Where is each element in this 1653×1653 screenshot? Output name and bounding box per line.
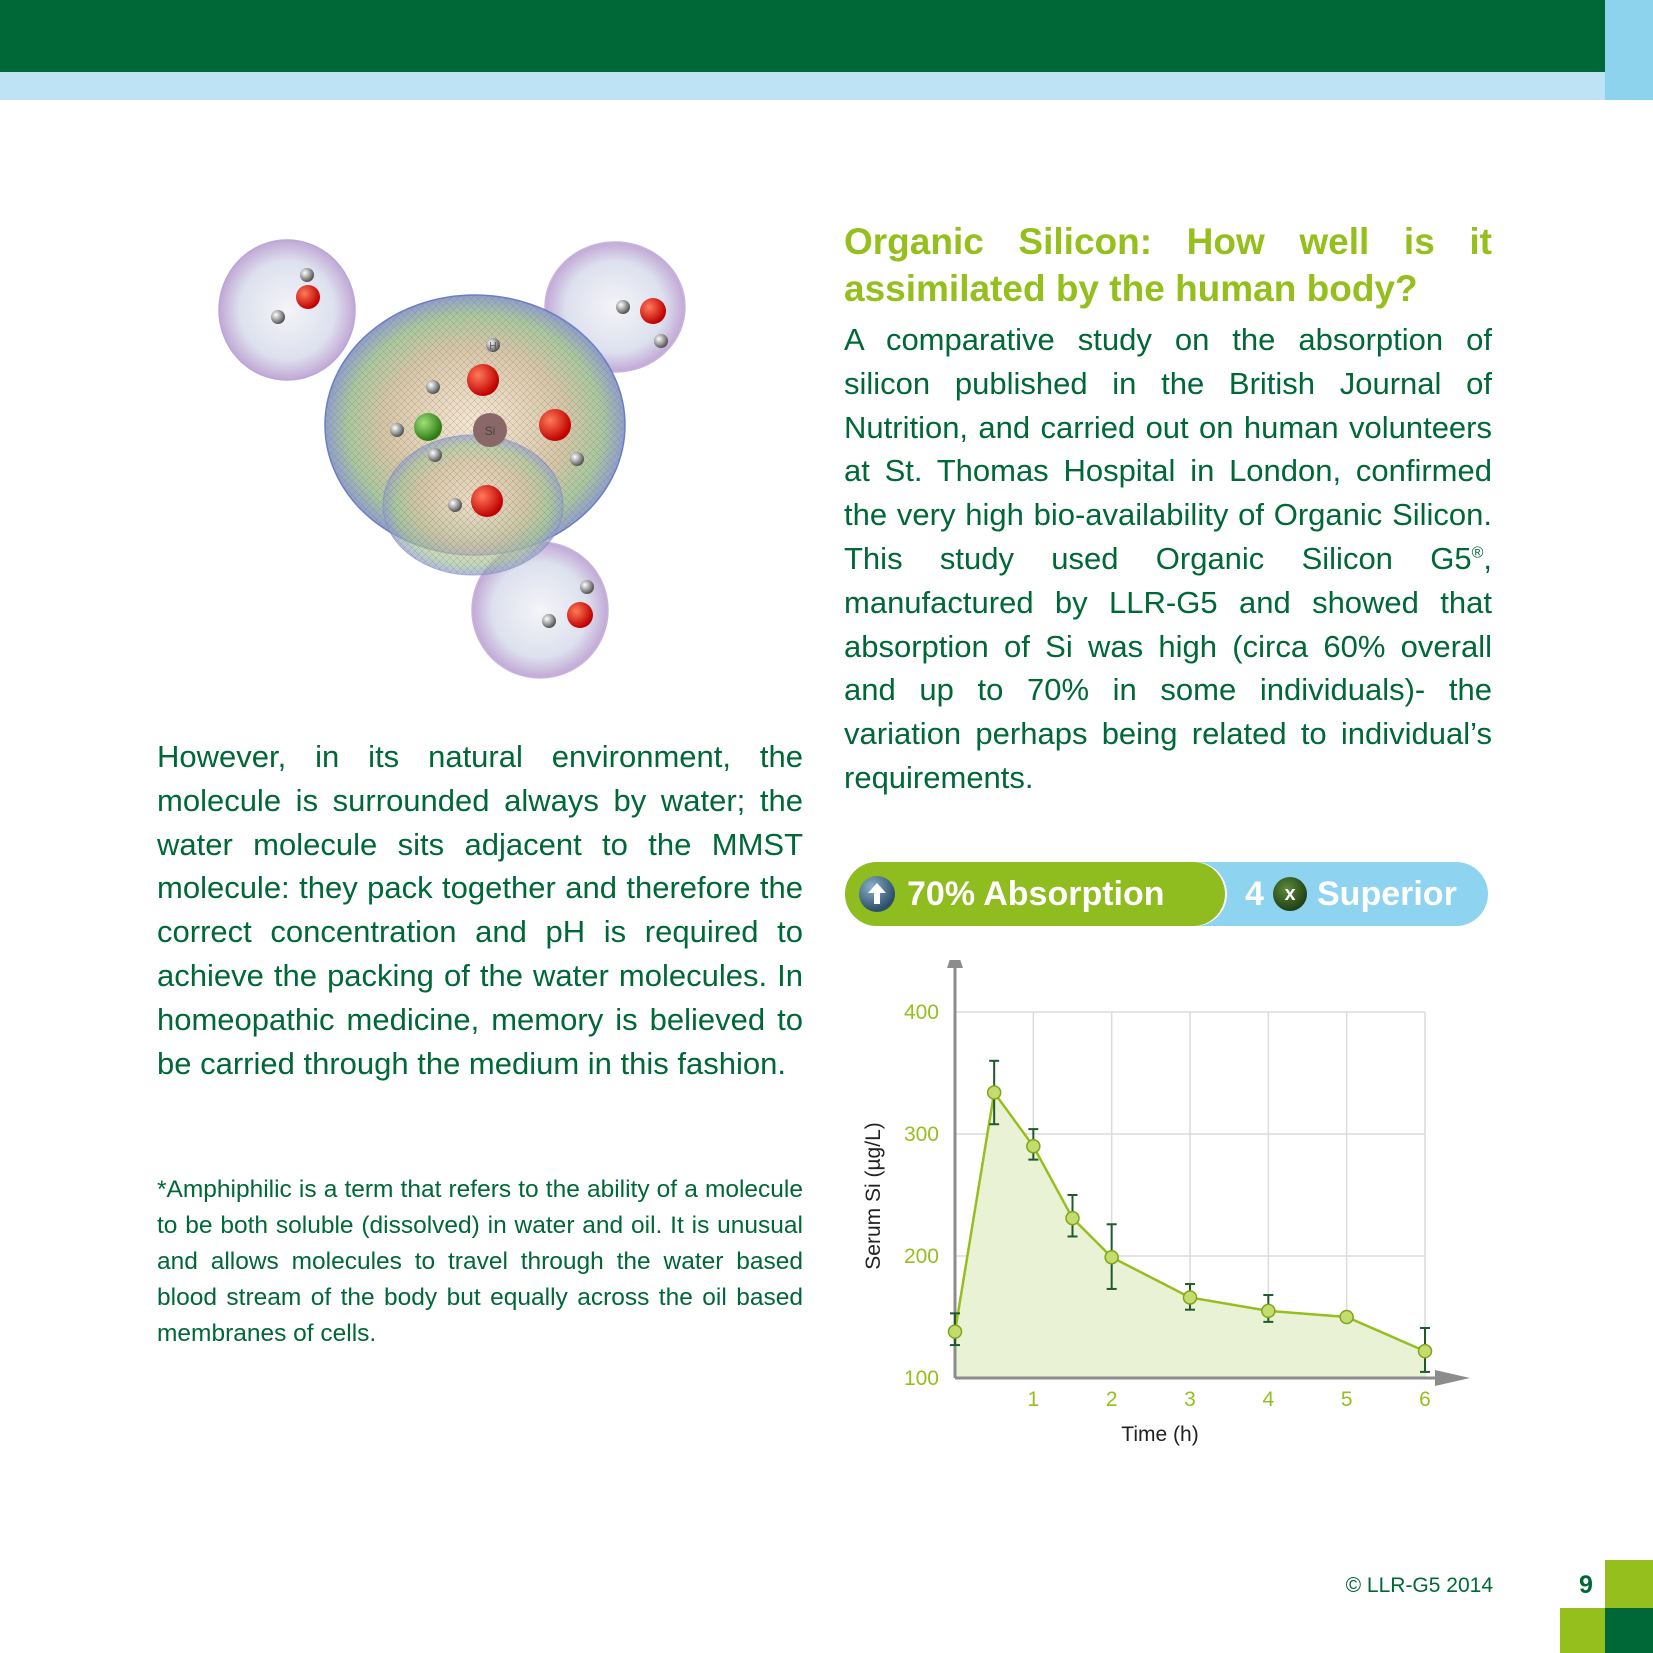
x-tick-label: 2 xyxy=(1105,1388,1118,1411)
central-molecule xyxy=(325,295,625,575)
silicon-atom-label: Si xyxy=(484,424,496,438)
absorption-badge xyxy=(845,862,1488,926)
up-arrow-icon xyxy=(859,876,895,912)
hydrogen-atom-label: H xyxy=(489,341,497,352)
data-point xyxy=(1419,1345,1432,1358)
study-text-part1: A comparative study on the absorption of silicon published in the British Journal of Nutrition, and carried out on human volunteers at St. Thomas Hospital in London, confirmed the very high bio-availability of Organic Silicon. This study used Organic Silicon G5 xyxy=(844,322,1492,576)
left-paragraph: However, in its natural environment, the molecule is surrounded always by water; the water molecule sits adjacent to the MMST molecule: they pack together and therefore the correct concentration and pH is required to achieve the packing of the water molecules. In homeopathic medicine, memory is believed to be carried through the medium in this fashion. xyxy=(157,739,803,1081)
x-tick-label: 4 xyxy=(1262,1388,1275,1411)
x-tick-label: 3 xyxy=(1184,1388,1196,1411)
data-point xyxy=(1184,1291,1197,1304)
footer-corner-block-left xyxy=(1560,1608,1605,1653)
study-paragraph xyxy=(844,318,1492,800)
y-tick-label: 400 xyxy=(903,1001,939,1024)
y-tick-label: 200 xyxy=(903,1245,939,1268)
water-molecule-top-left xyxy=(219,240,355,380)
amphiphilic-footnote: *Amphiphilic is a term that refers to the ability of a molecule to be both soluble (dissolved) in water and oil. It is unusual and allows molecules to travel through the water based blood stream of the body but equally across the oil based membranes of cells. xyxy=(157,1176,803,1347)
y-tick-labels xyxy=(904,1001,939,1390)
y-tick-label: 300 xyxy=(903,1123,939,1146)
copyright-text: © LLR-G5 2014 xyxy=(1345,1574,1493,1597)
footer-corner-block-dark xyxy=(1605,1608,1653,1653)
registered-mark: ® xyxy=(1471,544,1484,562)
data-point xyxy=(1027,1140,1040,1153)
data-point xyxy=(949,1325,962,1338)
serum-silicon-chart xyxy=(845,960,1485,1460)
x-axis-arrow xyxy=(1435,1370,1470,1386)
header-bar xyxy=(0,0,1605,72)
y-tick-label: 100 xyxy=(903,1367,939,1390)
data-point xyxy=(1066,1212,1079,1225)
page-number: 9 xyxy=(1579,1571,1593,1599)
data-point xyxy=(1105,1251,1118,1264)
superior-number: 4 xyxy=(1245,875,1264,913)
x-times-icon: x xyxy=(1273,877,1307,911)
superior-label: Superior xyxy=(1317,875,1457,913)
data-point xyxy=(1262,1304,1275,1317)
study-text-part2: , manufactured by LLR-G5 and showed that absorption of Si was high (circa 60% overall and up to 70% in some individuals)- the variation perhaps being related to individual’s requirements. xyxy=(844,540,1492,795)
x-tick-label: 5 xyxy=(1340,1388,1353,1411)
molecule-image xyxy=(205,215,765,705)
section-heading: Organic Silicon: How well is it assimilated by the human body? xyxy=(844,221,1492,309)
x-axis-label: Time (h) xyxy=(1121,1423,1199,1446)
data-point xyxy=(988,1086,1001,1099)
header-corner-block xyxy=(1605,0,1653,100)
y-axis-arrow xyxy=(947,960,963,968)
y-axis-label: Serum Si (µg/L) xyxy=(862,1122,885,1270)
x-tick-labels xyxy=(1027,1388,1430,1411)
header-stripe xyxy=(0,72,1605,100)
absorption-label: 70% Absorption xyxy=(907,875,1165,913)
footer-corner-block-top xyxy=(1605,1560,1653,1608)
x-tick-label: 6 xyxy=(1419,1388,1431,1411)
data-point xyxy=(1340,1311,1353,1324)
x-tick-label: 1 xyxy=(1027,1388,1040,1411)
